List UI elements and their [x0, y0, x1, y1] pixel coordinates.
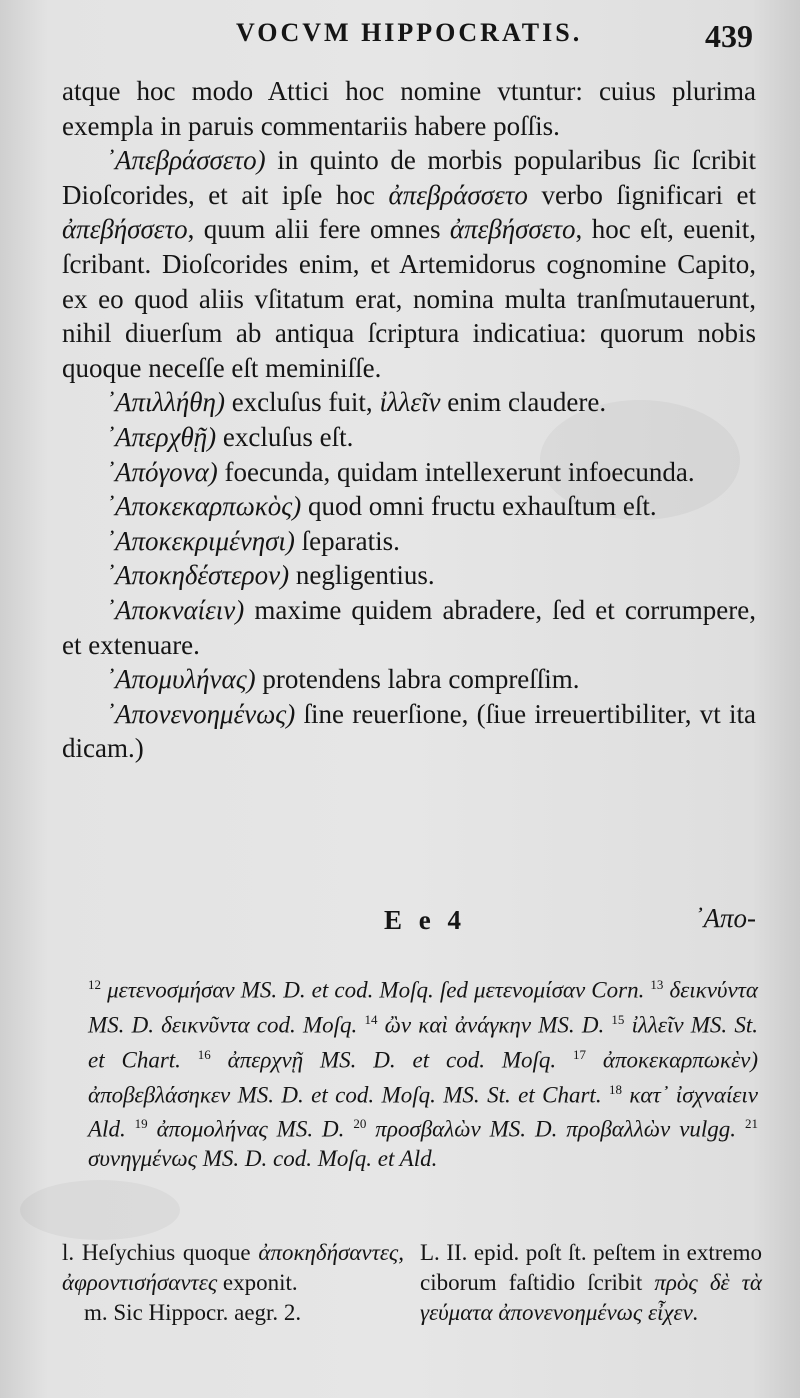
variant-text: δεικνύντα MS. D. δεικνῦντα cod. Moſq. — [88, 977, 758, 1038]
footnote-number: 21 — [745, 1116, 758, 1132]
footnote-number: 13 — [650, 977, 664, 992]
entry-text: excluſus fuit, — [224, 387, 380, 418]
paragraph-1 — [62, 74, 756, 143]
entry-apoknaiein — [62, 593, 756, 662]
footnote-number: 14 — [364, 1011, 378, 1027]
entry-text: negligentius. — [289, 560, 435, 591]
entry-text: quod omni fructu exhauſtum eſt. — [301, 491, 657, 522]
greek-term: ἰλλεῖν — [379, 387, 441, 418]
entry-headword: ᾿Αποκηδέστερον) — [106, 560, 290, 591]
signature-mark: E e 4 — [384, 905, 466, 935]
entry-headword: ᾿Απιλλήθη) — [106, 387, 225, 418]
greek-term: ἀπεβράσσετο — [388, 179, 528, 210]
catchword: ᾿Απο- — [694, 903, 756, 933]
entry-headword: ᾿Αποκεκαρπωκὸς) — [106, 491, 302, 522]
entry-aponenoemenos — [62, 697, 756, 766]
entry-text: foecunda, quidam intellexerunt infoecunda. — [217, 456, 695, 487]
variant-text: ἀπερχνῇ MS. D. et cod. Moſq. — [210, 1047, 574, 1073]
entry-text: ſeparatis. — [294, 525, 400, 556]
footnote-number: 15 — [611, 1011, 625, 1027]
variant-text: προσβαλὼν MS. D. προβαλλὼν vulgg. — [366, 1117, 745, 1143]
footnote-text: L. II. epid. poſt ſt. peſtem in extremo ciborum faſtidio ſcribit — [420, 1240, 762, 1295]
greek-term: ἀπεβήσσετο — [449, 214, 576, 245]
footnote-column-right — [420, 1238, 762, 1328]
paper-stain — [20, 1180, 180, 1240]
running-title: VOCVM HIPPOCRATIS. — [236, 18, 583, 47]
entry-text: enim claudere. — [440, 387, 607, 418]
variant-text: ἰλλεῖν MS. St. et Chart. — [88, 1012, 759, 1073]
footnote-number: 17 — [573, 1046, 587, 1062]
entry-text: verbo ſignificari et — [527, 179, 756, 210]
footnote-m — [62, 1298, 404, 1328]
entry-aperchthe — [62, 420, 756, 455]
greek-term: ἀποκηδήσαντες, ἀφροντισήσαντες — [62, 1240, 404, 1295]
footnote-continuation — [420, 1238, 762, 1328]
footnote-number: 12 — [88, 977, 101, 992]
variant-text: ὢν καὶ ἀνάγκην MS. D. — [377, 1012, 612, 1038]
footnote-number: 19 — [134, 1116, 148, 1132]
entry-text: protendens labra compreſſim. — [255, 664, 580, 695]
footnote-text: exponit. — [217, 1270, 298, 1295]
footnote-text: l. Heſychius quoque — [62, 1240, 259, 1265]
entry-headword: ᾿Απονενοημένως) — [106, 698, 296, 729]
variant-text: ἀπομολήνας MS. D. — [147, 1117, 354, 1143]
entry-headword: ᾿Απομυλήνας) — [106, 664, 256, 695]
entry-headword: ᾿Απεβράσσετο) — [106, 145, 266, 176]
greek-term: πρὸς δὲ τὰ γεύματα ἀπονενοημένως εἶχεν. — [420, 1270, 762, 1325]
footnote-text: m. Sic Hippocr. aegr. 2. — [84, 1300, 302, 1325]
variant-text: συνηγμένως MS. D. cod. Moſq. et Ald. — [88, 1146, 438, 1172]
entry-headword: ᾿Αποκναίειν) — [106, 594, 245, 625]
main-text — [62, 74, 756, 766]
entry-text: ſine reuerſione, (ſiue irreuertibiliter, vt ita dicam.) — [62, 698, 756, 764]
entry-apokekrimenesi — [62, 524, 756, 559]
footnote-number: 16 — [197, 1046, 211, 1062]
catch-line — [62, 903, 756, 943]
page-number: 439 — [705, 18, 753, 54]
paragraph-1-text: atque hoc modo Attici hoc nomine vtuntur: cuius plurima exempla in paruis commentariis habere poſſis. — [62, 76, 756, 141]
variant-text: ἀποκεκαρπωκὲν) ἀποβεβλάσηκεν MS. D. et cod. Moſq. MS. St. et Chart. — [88, 1047, 758, 1108]
footnote-column-left — [62, 1238, 404, 1328]
entry-apillethe — [62, 385, 756, 420]
entry-text: , hoc eſt, euenit, ſcribant. Dioſcorides enim, et Artemidorus cognomine Capito, ex eo quod aliis vſitatum erat, nomina multa tranſmutauerunt, nihil diuerſum ab antiqua ſcriptura indicatiua: quorum nobis quoque neceſſe eſt meminiſſe. — [62, 214, 756, 383]
greek-term: ἀπεβήσσετο — [62, 214, 188, 245]
entry-text: in quinto de morbis popularibus ſic ſcribit Dioſcorides, et ait ipſe hoc — [62, 145, 756, 210]
page-header — [0, 12, 800, 52]
entry-headword: ᾿Αποκεκριμένησι) — [106, 525, 295, 556]
entry-headword: ᾿Απερχθῇ) — [106, 421, 217, 452]
entry-apomylenas — [62, 662, 756, 697]
entry-text: excluſus eſt. — [216, 421, 354, 452]
variant-readings — [88, 970, 758, 1174]
entry-text: , quum alii fere omnes — [187, 214, 450, 245]
footnote-number: 20 — [353, 1116, 367, 1132]
variant-text: μετενοσμήσαν MS. D. et cod. Moſq. ſed μετενομίσαν Corn. — [101, 977, 651, 1003]
entry-text: maxime quidem abradere, ſed et corrumpere, et extenuare. — [62, 594, 756, 660]
entry-headword: ᾿Απόγονα) — [106, 456, 218, 487]
footnote-l — [62, 1238, 404, 1298]
footnote-number: 18 — [608, 1081, 622, 1097]
entry-apogona — [62, 455, 756, 490]
entry-apebrasseto — [62, 143, 756, 385]
entry-apokekarpokos — [62, 489, 756, 524]
entry-apokedesteron — [62, 558, 756, 593]
variant-text: κατ᾽ ἰσχναίειν Ald. — [88, 1082, 758, 1143]
